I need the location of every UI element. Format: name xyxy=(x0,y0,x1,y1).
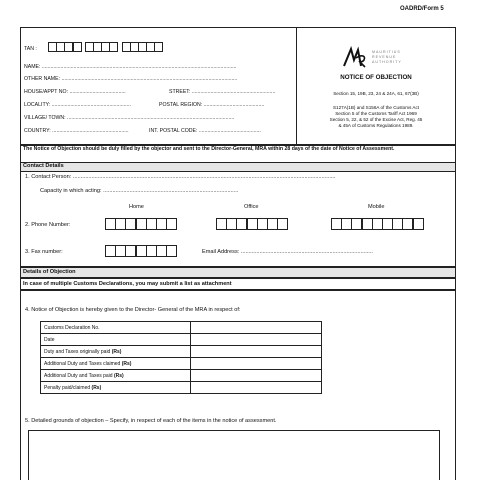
row-label: Additional Duty and Taxes paid (Rs) xyxy=(41,370,191,382)
email-field[interactable]: Email Address: ..................................................................................... xyxy=(202,249,373,255)
row-label: Duty and Taxes originally paid (Rs) xyxy=(41,346,191,358)
grounds-of-objection-textarea[interactable] xyxy=(28,430,440,480)
name-field[interactable]: NAME: ....................................................................................................................................... xyxy=(24,64,237,70)
table-row xyxy=(41,334,322,346)
table-row xyxy=(41,358,322,370)
declaration-table xyxy=(40,321,322,394)
postal-region-field[interactable]: POSTAL REGION: .......................................... xyxy=(159,102,265,108)
contact-person-field[interactable]: 1. Contact Person: ......................................................................................................................................................................... xyxy=(25,174,336,180)
phone-mobile-input[interactable] xyxy=(331,218,423,230)
row-value-input[interactable] xyxy=(191,382,322,394)
int-postal-field[interactable]: INT. POSTAL CODE: ........................................... xyxy=(149,128,261,134)
mra-logo-icon xyxy=(342,46,368,68)
capacity-field[interactable]: Capacity in which acting: ....................................................................................... xyxy=(40,188,239,194)
section-reference: Section 15, 19B, 23, 24 & 24A, 61, 67(3B) xyxy=(333,91,419,96)
objection-heading-bar xyxy=(20,267,456,278)
fax-label: 3. Fax number: xyxy=(25,249,63,255)
phone-col-office: Office xyxy=(244,204,259,210)
table-row xyxy=(41,382,322,394)
multiple-declarations-note: In case of multiple Customs Declarations, you may submit a list as attachment xyxy=(23,281,232,287)
row-label: Penalty paid/claimed (Rs) xyxy=(41,382,191,394)
phone-home-input[interactable] xyxy=(105,218,176,230)
row-value-input[interactable] xyxy=(191,334,322,346)
logo-text: MAURITIUS REVENUE AUTHORITY xyxy=(372,50,402,64)
row-value-input[interactable] xyxy=(191,322,322,334)
table-row xyxy=(41,346,322,358)
locality-field[interactable]: LOCALITY: ....................................................... xyxy=(24,102,131,108)
item4-text: 4. Notice of Objection is hereby given to the Director- General of the MRA in respect of: xyxy=(25,307,241,313)
country-field[interactable]: COUNTRY: ..................................................... xyxy=(24,128,129,134)
tan-label: TAN : xyxy=(24,46,37,52)
table-row xyxy=(41,322,322,334)
phone-label: 2. Phone Number: xyxy=(25,222,71,228)
row-label: Additional Duty and Taxes claimed (Rs) xyxy=(41,358,191,370)
street-field[interactable]: STREET: .......................................................... xyxy=(169,89,276,95)
row-label: Date xyxy=(41,334,191,346)
row-value-input[interactable] xyxy=(191,358,322,370)
form-reference: OADRD/Form 5 xyxy=(400,6,444,12)
village-field[interactable]: VILLAGE/ TOWN: .................................................................................................................... xyxy=(24,115,235,121)
instruction-text: The Notice of Objection should be duly filled by the objector and sent to the Director-General, MRA within 28 days of the date of Notice of Assessment. xyxy=(23,146,395,152)
objection-heading: Details of Objection xyxy=(23,269,76,275)
phone-office-input[interactable] xyxy=(216,218,287,230)
row-label: Customs Declaration No. xyxy=(41,322,191,334)
phone-col-mobile: Mobile xyxy=(368,204,385,210)
item5-text: 5. Detailed grounds of objection – Specify, in respect of each of the items in the notice of assessment. xyxy=(25,418,277,424)
phone-col-home: Home xyxy=(129,204,144,210)
fax-input[interactable] xyxy=(105,245,176,257)
row-value-input[interactable] xyxy=(191,370,322,382)
contact-heading: Contact Details xyxy=(23,163,64,169)
law-references: S127A(1B) and S156A of the Customs Act Section 5 of the Customs Tariff Act 1969 Section 5, 22, & 52 of the Excise Act, Reg. 45 & 45A of Customs Regulations 1989. xyxy=(329,105,423,128)
tan-input[interactable] xyxy=(48,42,163,52)
other-name-field[interactable]: OTHER NAME: .......................................................................................................................... xyxy=(24,76,238,82)
notice-title: NOTICE OF OBJECTION xyxy=(340,74,412,81)
house-field[interactable]: HOUSE/APPT NO: ....................................... xyxy=(24,89,126,95)
row-value-input[interactable] xyxy=(191,346,322,358)
table-row xyxy=(41,370,322,382)
